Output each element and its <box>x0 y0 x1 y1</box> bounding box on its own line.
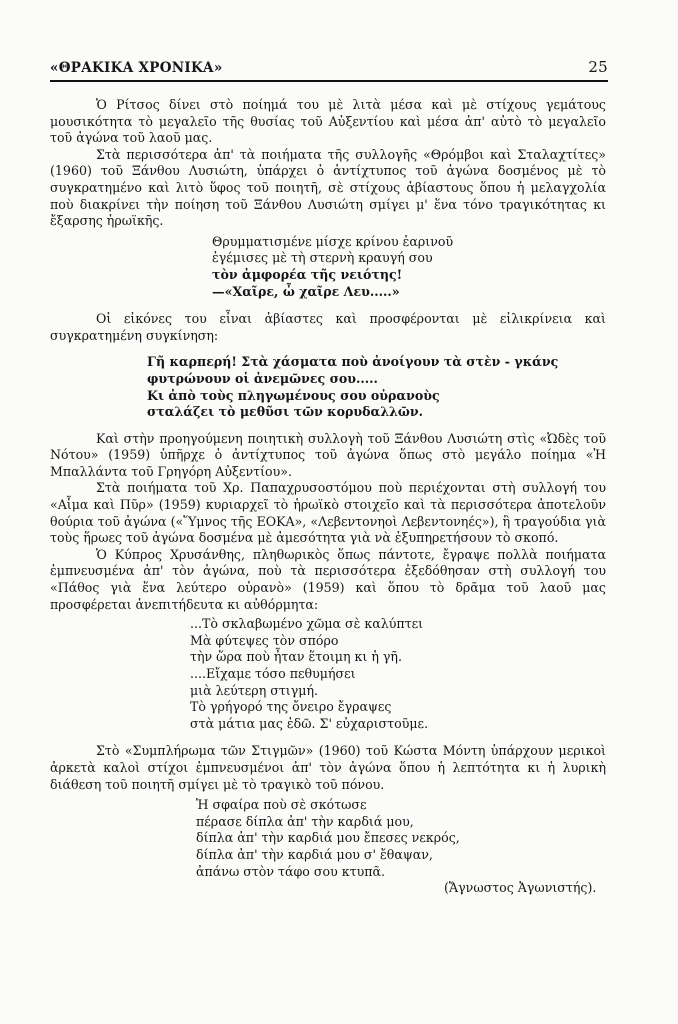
page-header <box>50 58 608 76</box>
poem-excerpt-1 <box>50 234 606 300</box>
poem-line: φυτρώνουν οἱ ἀνεμῶνες σου..... <box>147 370 378 386</box>
poem-line: Κι ἀπὸ τοὺς πληγωμένους σου οὐρανοὺς <box>147 387 440 403</box>
poem-line: ...Τὸ σκλαβωμένο χῶμα σὲ καλύπτει <box>190 616 424 632</box>
poem-excerpt-2 <box>50 354 606 420</box>
poem-line: τὴν ὥρα ποὺ ἦταν ἕτοιμη κι ἡ γῆ. <box>190 649 402 665</box>
paragraph-odes-notou: Καὶ στὴν προηγούμενη ποιητικὴ συλλογὴ τοῦ Ξάνθου Λυσιώτη στὶς «Ὠδὲς τοῦ Νότου» (1959) ὑπῆρχε ὁ ἀντίχτυπος τοῦ ἀγώνα ὅπως στὸ μεγάλο ποίημα «Ἡ Μπαλλάντα τοῦ Γρηγόρη Αὐξεντίου». <box>50 430 606 479</box>
poem-line: δίπλα ἀπ' τὴν καρδιά μου ἔπεσες νεκρός, <box>196 830 460 846</box>
page-body <box>50 97 606 897</box>
poem-line: σταλάζει τὸ μεθῦσι τῶν κορυδαλλῶν. <box>147 404 424 420</box>
poem-line: Θρυμματισμένε μίσχε κρίνου ἐαρινοῦ <box>212 233 454 249</box>
paragraph-chrysanthis: Ὁ Κύπρος Χρυσάνθης, πληθωρικὸς ὅπως πάντοτε, ἔγραψε πολλὰ ποιήματα ἐμπνευσμένα ἀπ' τὸν ἀγώνα, ποὺ τὰ περισσότερα ἐξεδόθησαν στὴ συλλογή του «Πάθος γιὰ ἕνα λεύτερο οὐρανὸ» (1959) καὶ ὅπου τὸ δρᾶμα τοῦ λαοῦ μας προσφέρεται ἀνεπιτήδευτα κι αὐθόρμητα: <box>50 546 606 612</box>
poem-signature: (Ἄγνωστος Ἀγωνιστής). <box>444 880 597 896</box>
page-number: 25 <box>588 58 608 76</box>
paragraph-lysiotis-thromvoi: Στὰ περισσότερα ἀπ' τὰ ποιήματα τῆς συλλογῆς «Θρόμβοι καὶ Σταλαχτίτες» (1960) τοῦ Ξάνθου Λυσιώτη, ὑπάρχει ὁ ἀντίχτυπος τοῦ ἀγώνα δοσμένος μὲ τὸ συγκρατημένο καὶ λιτὸ ὕφος τοῦ ποιητῆ, σὲ στίχους ἀβίαστους ὅπου ἡ μελαγχολία ποὺ διακρίνει τὴν ποίηση τοῦ Ξάνθου Λυσιώτη σμίγει μ' ἕνα τόνο τραγικότητας κι ἔξαρσης ἡρωϊκῆς. <box>50 146 606 229</box>
poem-line: ἐγέμισες μὲ τὴ στερνὴ κραυγή σου <box>212 250 433 266</box>
poem-line: Ἡ σφαίρα ποὺ σὲ σκότωσε <box>196 797 367 813</box>
poem-line: ἀπάνω στὸν τάφο σου κτυπᾶ. <box>196 863 386 879</box>
poem-line: Μὰ φύτεψες τὸν σπόρο <box>190 632 339 648</box>
poem-line: πέρασε δίπλα ἀπ' τὴν καρδιά μου, <box>196 813 414 829</box>
poem-line: Τὸ γρήγορό της ὄνειρο ἔγραψες <box>190 699 392 715</box>
poem-line: μιὰ λεύτερη στιγμή. <box>190 682 318 698</box>
poem-excerpt-3 <box>50 616 606 732</box>
poem-line: στὰ μάτια μας ἐδῶ. Σ' εὐχαριστοῦμε. <box>190 715 429 731</box>
poem-line: ....Εἴχαμε τόσο πεθυμήσει <box>190 666 356 681</box>
poem-line: —«Χαῖρε, ὦ χαῖρε Λευ.....» <box>212 283 400 299</box>
paragraph-images: Οἱ εἰκόνες του εἶναι ἀβίαστες καὶ προσφέρονται μὲ εἰλικρίνεια καὶ συγκρατημένη συγκίνηση: <box>50 311 606 343</box>
poem-line: τὸν ἀμφορέα τῆς νειότης! <box>212 266 403 282</box>
header-rule <box>50 80 608 82</box>
poem-line: δίπλα ἀπ' τὴν καρδιά μου σ' ἔθαψαν, <box>196 846 433 862</box>
paragraph-papachrysostomou: Στὰ ποιήματα τοῦ Χρ. Παπαχρυσοστόμου ποὺ περιέχονται στὴ συλλογή του «Αἷμα καὶ Πῦρ» (1959) κυριαρχεῖ τὸ ἡρωϊκὸ στοιχεῖο καὶ τὰ περισσότερα ἀποτελοῦν θούρια τοῦ ἀγώνα («Ὕμνος τῆς ΕΟΚΑ», «Λεβεντονηοὶ Λεβεντονηές»), ἢ τραγούδια γιὰ τοὺς ἥρωες τοῦ ἀγώνα δοσμένα μὲ ἀμεσότητα γιὰ νὰ ἐξυπηρετήσουν τὸ σκοπό. <box>50 480 606 546</box>
journal-title: «ΘΡΑΚΙΚΑ ΧΡΟΝΙΚΑ» <box>50 60 223 76</box>
paragraph-montis: Στὸ «Συμπλήρωμα τῶν Στιγμῶν» (1960) τοῦ Κώστα Μόντη ὑπάρχουν μερικοὶ ἀρκετὰ καλοὶ στίχοι ἐμπνευσμένοι ἀπ' τὸν ἀγώνα ὅπου ἡ λεπτότητα κι ἡ λυρικὴ διάθεση τοῦ ποιητῆ σμίγει μὲ τὸ τραγικὸ τοῦ πόνου. <box>50 743 606 792</box>
paragraph-ritsos: Ὁ Ρίτσος δίνει στὸ ποίημά του μὲ λιτὰ μέσα καὶ μὲ στίχους γεμάτους μουσικότητα τὸ μεγαλεῖο τῆς θυσίας τοῦ Αὐξεντίου καὶ μέσα ἀπ' αὐτὸ τὸ μεγαλεῖο τοῦ ἀγώνα τοῦ λαοῦ μας. <box>50 97 606 146</box>
poem-line: Γῆ καρπερή! Στὰ χάσματα ποὺ ἀνοίγουν τὰ στὲν - γκάνς <box>147 354 559 370</box>
poem-excerpt-4 <box>50 797 606 897</box>
